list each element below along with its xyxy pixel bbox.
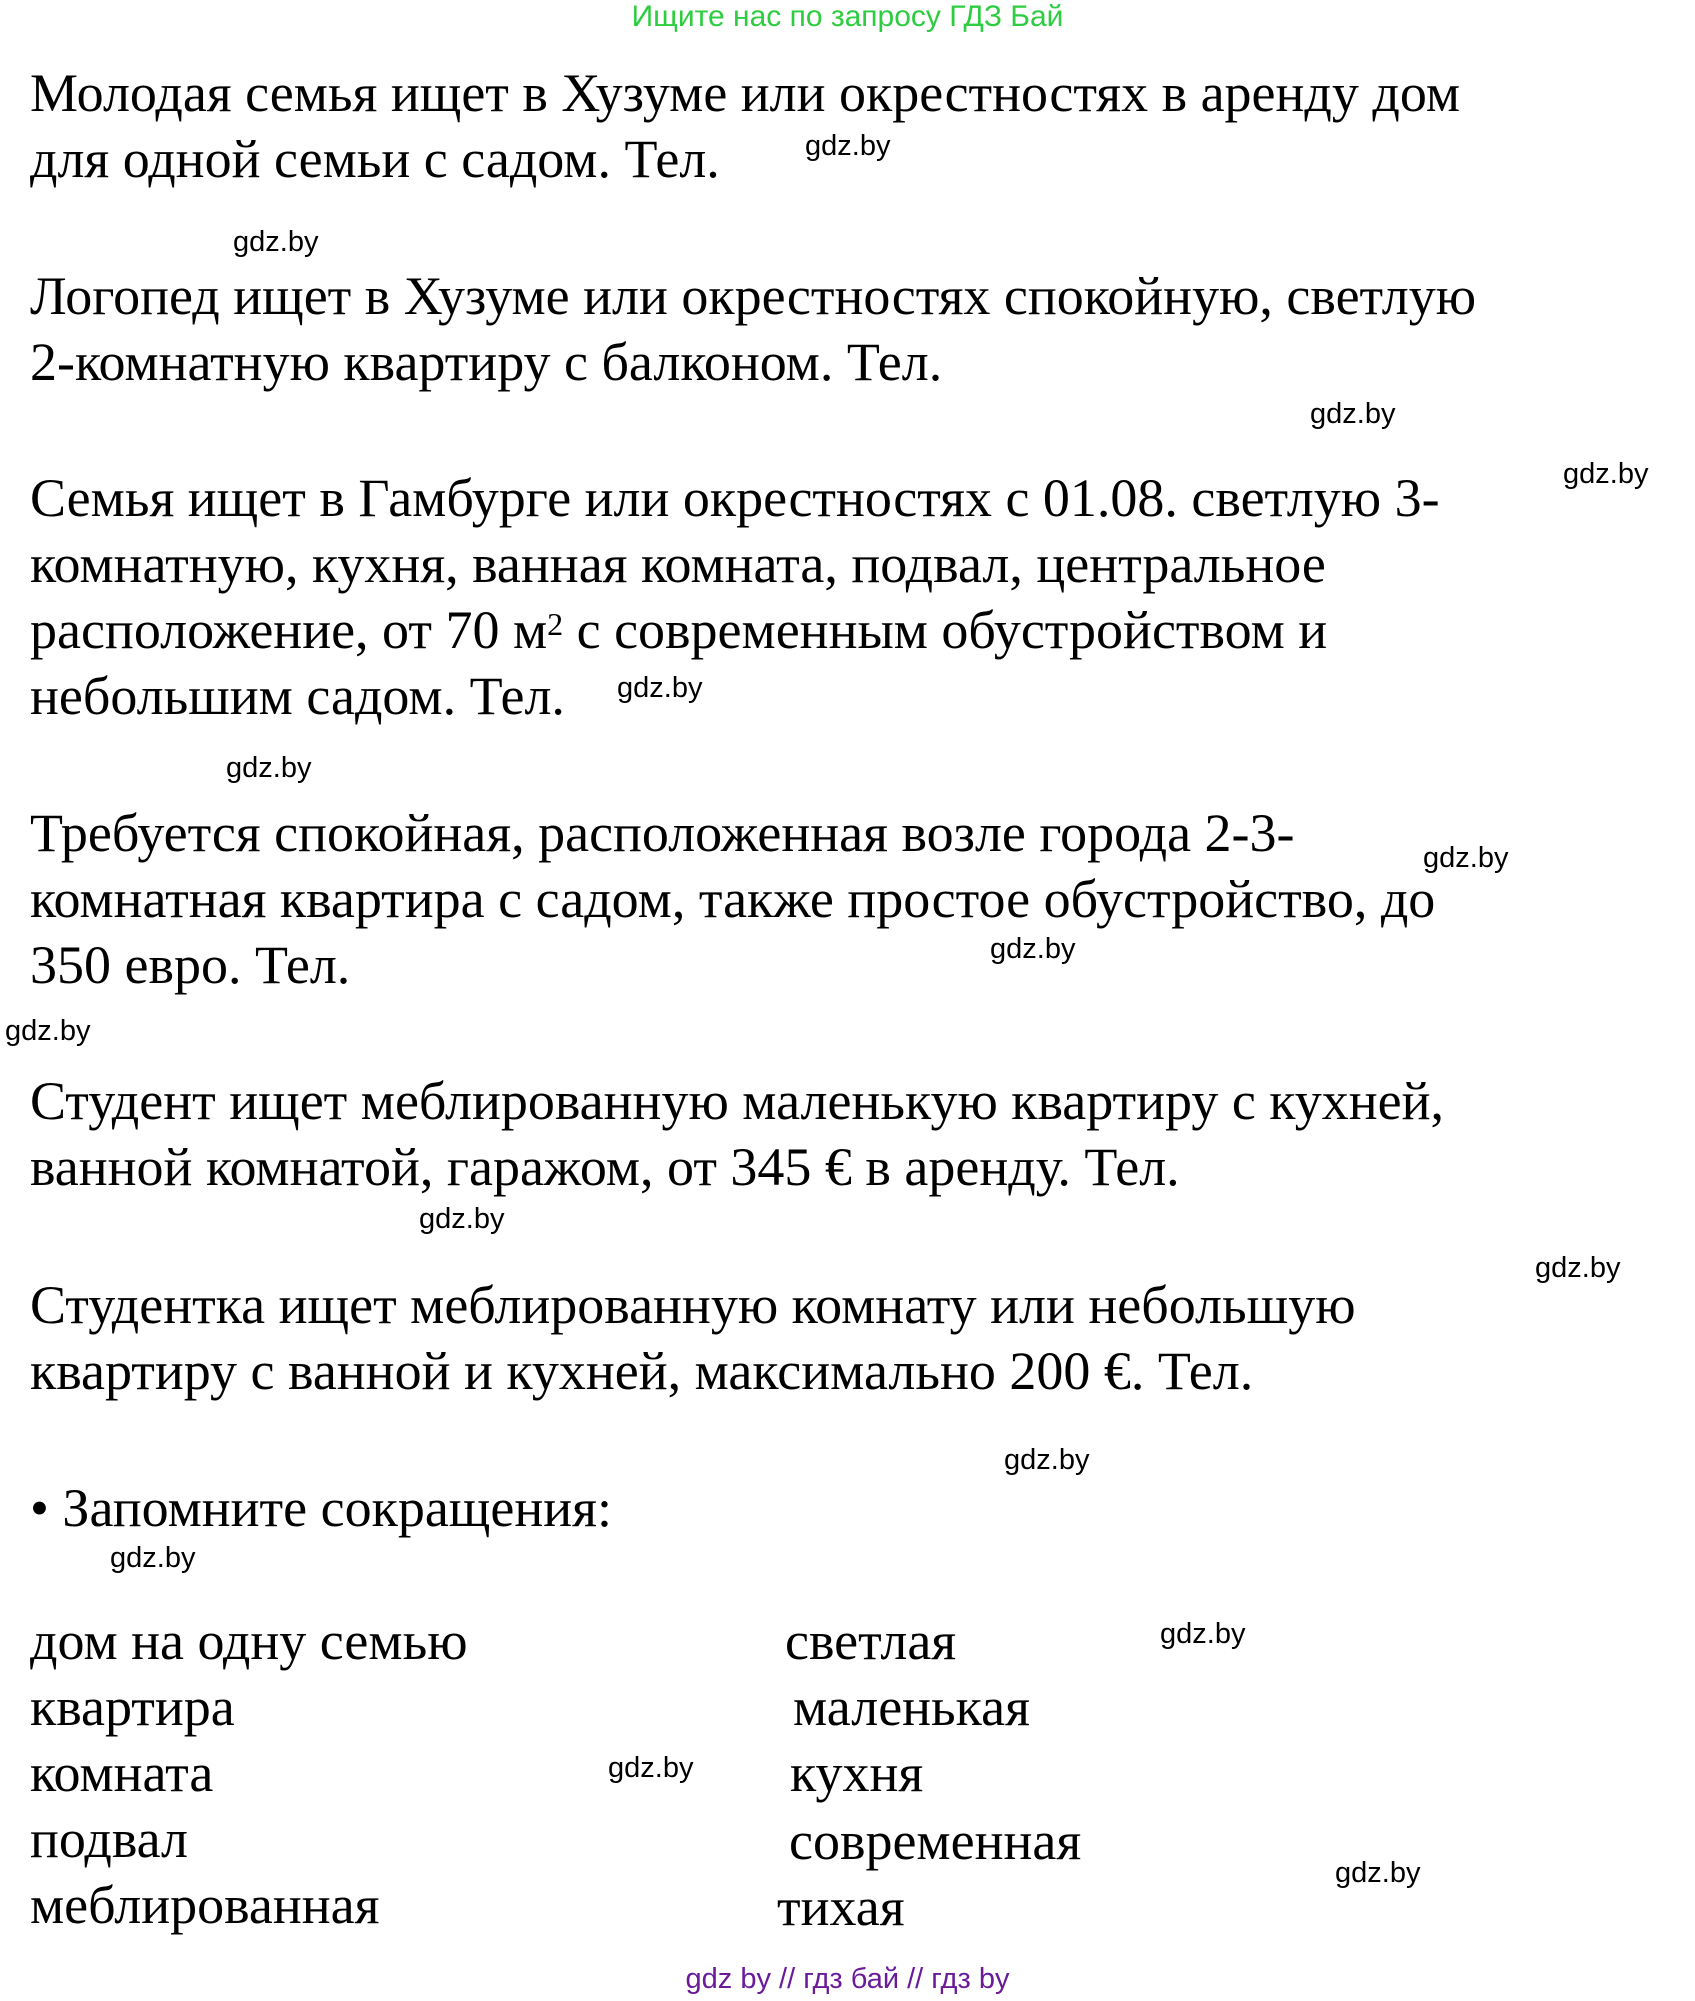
ad-line: 350 евро. Тел. <box>30 935 351 995</box>
superscript: 2 <box>547 606 564 642</box>
watermark: gdz.by <box>419 1203 505 1235</box>
vocab-right-item: кухня <box>790 1743 924 1803</box>
ad-line: Студент ищет меблированную маленькую квартиру с кухней, <box>30 1071 1445 1131</box>
ad-line: Требуется спокойная, расположенная возле города 2-3- <box>30 803 1295 863</box>
vocab-item: комната <box>30 1743 214 1803</box>
footer-links[interactable]: gdz by // гдз бай // гдз by <box>685 1963 1010 1995</box>
abbrev-heading: • Запомните сокращения: <box>30 1478 612 1538</box>
vocab-item: меблированная <box>30 1875 380 1935</box>
ad-quiet-apartment <box>30 800 1435 998</box>
ad-family-house <box>30 60 1460 192</box>
ad-line: квартиру с ванной и кухней, максимально 200 €. Тел. <box>30 1341 1254 1401</box>
ad-line: ванной комнатой, гаражом, от 345 € в аренду. Тел. <box>30 1137 1180 1197</box>
vocab-right-item: современная <box>789 1811 1082 1871</box>
ad-text: с современным обустройством и <box>563 600 1328 660</box>
watermark: gdz.by <box>1335 1857 1421 1889</box>
vocab-item: подвал <box>30 1809 188 1869</box>
watermark: gdz.by <box>1535 1252 1621 1284</box>
vocab-left-column <box>30 1608 468 1938</box>
ad-line: 2-комнатную квартиру с балконом. Тел. <box>30 332 943 392</box>
watermark: gdz.by <box>233 226 319 258</box>
vocab-right-item: тихая <box>777 1877 905 1937</box>
vocab-item: дом на одну семью <box>30 1611 468 1671</box>
watermark: gdz.by <box>226 752 312 784</box>
ad-line: комнатная квартира с садом, также простое обустройство, до <box>30 869 1436 929</box>
watermark: gdz.by <box>1423 842 1509 874</box>
watermark: gdz.by <box>617 672 703 704</box>
watermark: gdz.by <box>990 933 1076 965</box>
ad-line: комнатную, кухня, ванная комната, подвал, центральное <box>30 534 1326 594</box>
watermark: gdz.by <box>805 130 891 162</box>
watermark: gdz.by <box>110 1542 196 1574</box>
ad-female-student <box>30 1272 1356 1404</box>
vocab-right-item: светлая <box>785 1611 957 1671</box>
watermark: gdz.by <box>608 1752 694 1784</box>
vocab-right-item: маленькая <box>793 1677 1030 1737</box>
watermark: gdz.by <box>5 1015 91 1047</box>
ad-text: расположение, от 70 м <box>30 600 548 660</box>
ad-line: для одной семьи с садом. Тел. <box>30 129 720 189</box>
ad-line: Молодая семья ищет в Хузуме или окрестностях в аренду дом <box>30 63 1460 123</box>
ad-line: Семья ищет в Гамбурге или окрестностях с 01.08. светлую 3- <box>30 468 1440 528</box>
watermark: gdz.by <box>1310 398 1396 430</box>
watermark: gdz.by <box>1004 1444 1090 1476</box>
ad-line: Студентка ищет меблированную комнату или небольшую <box>30 1275 1356 1335</box>
vocab-item: квартира <box>30 1677 235 1737</box>
ad-student <box>30 1068 1444 1200</box>
watermark: gdz.by <box>1160 1618 1246 1650</box>
ad-family-hamburg <box>30 465 1440 729</box>
watermark: gdz.by <box>1563 458 1649 490</box>
header-search-hint[interactable]: Ищите нас по запросу ГДЗ Бай <box>631 0 1064 33</box>
ad-speech-therapist <box>30 263 1476 395</box>
ad-line: небольшим садом. Тел. <box>30 666 565 726</box>
ad-line: Логопед ищет в Хузуме или окрестностях спокойную, светлую <box>30 266 1477 326</box>
ad-line <box>30 597 1440 663</box>
